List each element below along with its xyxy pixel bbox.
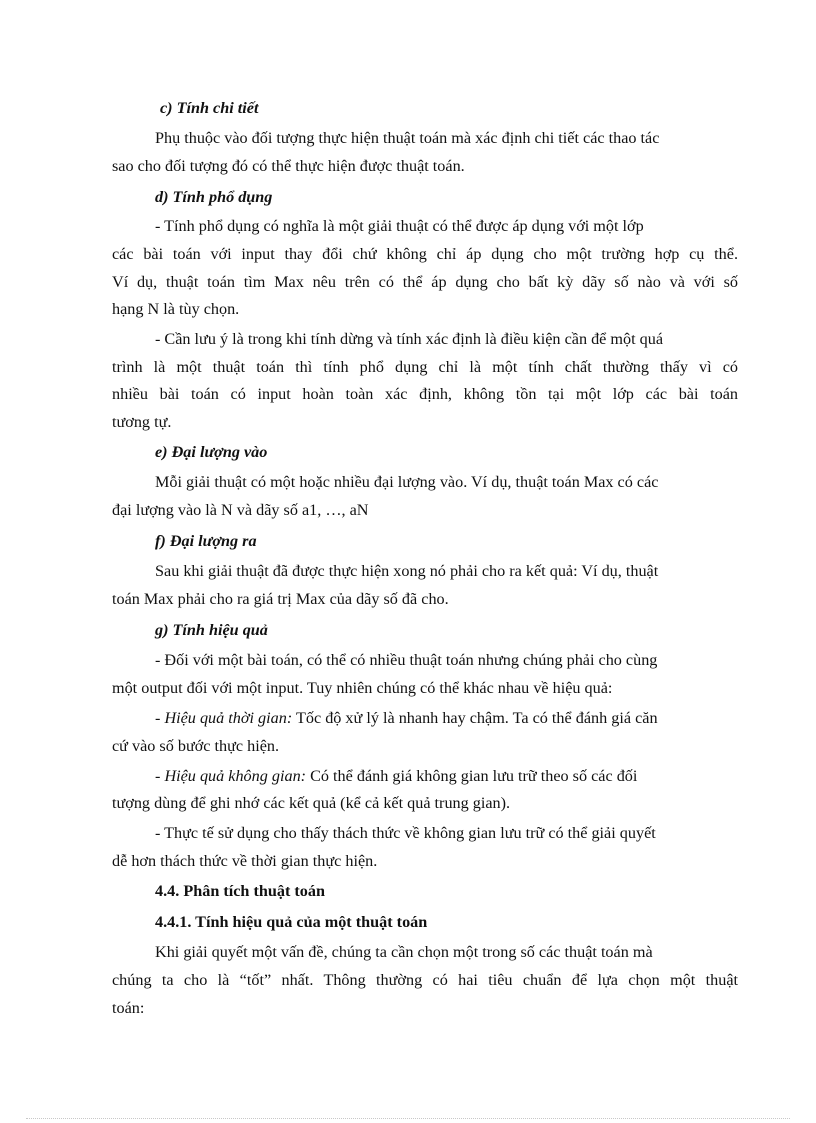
dash: - xyxy=(155,767,165,785)
section-heading-4-4-1: 4.4.1. Tính hiệu quả của một thuật toán xyxy=(155,913,428,931)
term-space-efficiency: Hiệu quả không gian: xyxy=(164,767,307,785)
heading-g: g) Tính hiệu quả xyxy=(155,621,268,639)
heading-e: e) Đại lượng vào xyxy=(155,443,268,461)
heading-f: f) Đại lượng ra xyxy=(155,532,257,550)
heading-c: c) Tính chi tiết xyxy=(160,99,259,117)
term-time-efficiency: Hiệu quả thời gian: xyxy=(164,709,293,727)
paragraph-g2-line xyxy=(155,707,738,729)
paragraph-c-line: sao cho đối tượng đó có thể thực hiện được thuật toán. xyxy=(112,157,465,175)
paragraph-g4-line: - Thực tế sử dụng cho thấy thách thức về không gian lưu trữ có thể giải quyết xyxy=(155,824,656,842)
paragraph-g3-text: Có thể đánh giá không gian lưu trữ theo số các đối xyxy=(306,767,638,785)
paragraph-e-line: Mỗi giải thuật có một hoặc nhiều đại lượng vào. Ví dụ, thuật toán Max có các xyxy=(155,473,659,491)
paragraph-441-line: chúng ta cho là “tốt” nhất. Thông thường có hai tiêu chuẩn để lựa chọn một thuật xyxy=(112,971,738,989)
paragraph-g3-line: tượng dùng để ghi nhớ các kết quả (kể cả kết quả trung gian). xyxy=(112,794,511,812)
paragraph-f-line: Sau khi giải thuật đã được thực hiện xong nó phải cho ra kết quả: Ví dụ, thuật xyxy=(155,562,659,580)
paragraph-g2-line: cứ vào số bước thực hiện. xyxy=(112,737,280,755)
paragraph-d1-line: - Tính phổ dụng có nghĩa là một giải thuật có thể được áp dụng với một lớp xyxy=(155,217,644,235)
paragraph-g2-text: Tốc độ xử lý là nhanh hay chậm. Ta có thể đánh giá căn xyxy=(292,709,658,727)
paragraph-d1-line: hạng N là tùy chọn. xyxy=(112,300,240,318)
section-heading-4-4: 4.4. Phân tích thuật toán xyxy=(155,882,325,900)
heading-d: d) Tính phổ dụng xyxy=(155,188,273,206)
paragraph-g3-line xyxy=(155,765,738,787)
paragraph-g4-line: dễ hơn thách thức về thời gian thực hiện. xyxy=(112,852,378,870)
paragraph-d2-line: nhiều bài toán có input hoàn toàn xác định, không tồn tại một lớp các bài toán xyxy=(112,385,738,403)
paragraph-f-line: toán Max phải cho ra giá trị Max của dãy số đã cho. xyxy=(112,590,449,608)
paragraph-d2-line: trình là một thuật toán thì tính phổ dụng chỉ là một tính chất thường thấy vì có xyxy=(112,358,738,376)
paragraph-c-line: Phụ thuộc vào đối tượng thực hiện thuật toán mà xác định chi tiết các thao tác xyxy=(155,129,660,147)
paragraph-g1-line: một output đối với một input. Tuy nhiên chúng có thể khác nhau về hiệu quả: xyxy=(112,679,613,697)
paragraph-e-line: đại lượng vào là N và dãy số a1, …, aN xyxy=(112,501,369,519)
paragraph-d2-line: tương tự. xyxy=(112,413,172,431)
paragraph-d1-line: các bài toán với input thay đổi chứ không chỉ áp dụng cho một trường hợp cụ thể. xyxy=(112,245,738,263)
paragraph-441-line: toán: xyxy=(112,999,145,1017)
dash: - xyxy=(155,709,165,727)
paragraph-441-line: Khi giải quyết một vấn đề, chúng ta cần chọn một trong số các thuật toán mà xyxy=(155,943,653,961)
paragraph-d2-line: - Cần lưu ý là trong khi tính dừng và tính xác định là điều kiện cần để một quá xyxy=(155,330,664,348)
footer-dotted-rule xyxy=(26,1118,790,1119)
paragraph-g1-line: - Đối với một bài toán, có thể có nhiều thuật toán nhưng chúng phải cho cùng xyxy=(155,651,658,669)
paragraph-d1-line: Ví dụ, thuật toán tìm Max nêu trên có thể áp dụng cho bất kỳ dãy số nào và với số xyxy=(112,273,738,291)
